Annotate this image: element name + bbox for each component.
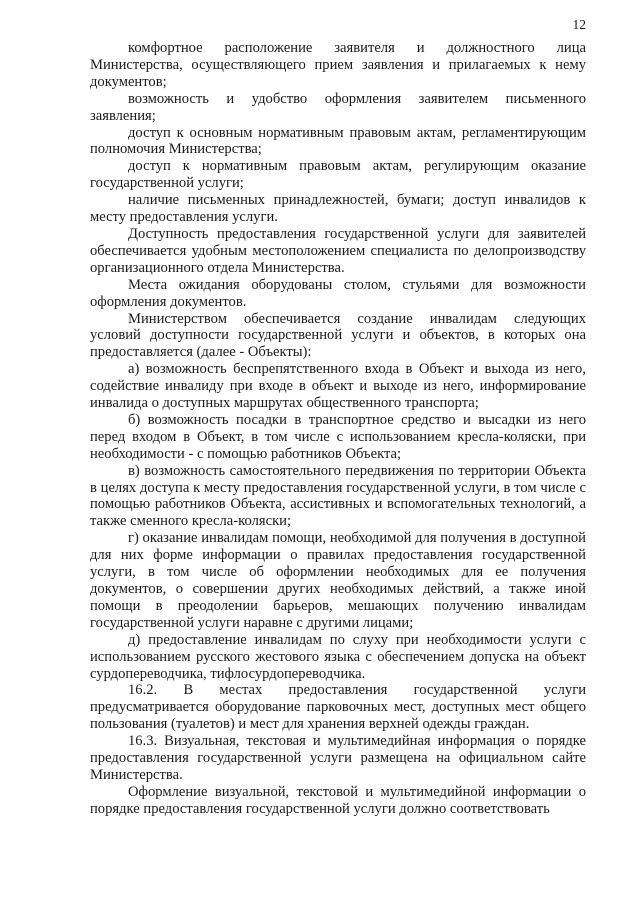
section-16-2: 16.2. В местах предоставления государственной услуги предусматривается оборудование парковочных мест, доступных мест общего пользования (туалетов) и мест для хранения верхней одежды граждан. — [90, 682, 586, 733]
paragraph: доступ к основным нормативным правовым актам, регламентирующим полномочия Министерства; — [90, 124, 586, 158]
list-item-b: б) возможность посадки в транспортное средство и высадки из него перед входом в Объект, в том числе с использованием кресла-коляски, при необходимости - с помощью работников Объекта; — [90, 411, 586, 462]
paragraph: Министерством обеспечивается создание инвалидам следующих условий доступности государственной услуги и объектов, в которых она предоставляется (далее - Объекты): — [90, 310, 586, 361]
document-body — [90, 40, 586, 818]
list-item-a: а) возможность беспрепятственного входа в Объект и выхода из него, содействие инвалиду при входе в объект и выходе из него, информирование инвалида о доступных маршрутах общественного транспорта; — [90, 361, 586, 412]
section-16-3: 16.3. Визуальная, текстовая и мультимедийная информация о порядке предоставления государственной услуги размещена на официальном сайте Министерства. — [90, 733, 586, 783]
paragraph: доступ к нормативным правовым актам, регулирующим оказание государственной услуги; — [90, 158, 586, 192]
paragraph: Оформление визуальной, текстовой и мультимедийной информации о порядке предоставления государственной услуги должно соответствовать — [90, 783, 586, 817]
paragraph: комфортное расположение заявителя и должностного лица Министерства, осуществляющего прием заявления и прилагаемых к нему документов; — [90, 40, 586, 90]
page-number: 12 — [572, 17, 586, 32]
list-item-v: в) возможность самостоятельного передвижения по территории Объекта в целях доступа к месту предоставления государственной услуги, в том числе с помощью работников Объекта, ассистивных и вспомогательных технологий, а также сменного кресла-коляски; — [90, 462, 586, 530]
paragraph: возможность и удобство оформления заявителем письменного заявления; — [90, 90, 586, 124]
paragraph: Доступность предоставления государственной услуги для заявителей обеспечивается удобным местоположением специалиста по делопроизводству организационного отдела Министерства. — [90, 225, 586, 276]
paragraph: Места ожидания оборудованы столом, стульями для возможности оформления документов. — [90, 276, 586, 310]
list-item-g: г) оказание инвалидам помощи, необходимой для получения в доступной для них форме информации о правилах предоставления государственной услуги, в том числе об оформлении необходимых для ее получения документов, о совершении других необходимых действий, а также иной помощи в преодолении барьеров, мешающих получению инвалидам государственной услуги наравне с другими лицами; — [90, 530, 586, 631]
list-item-d: д) предоставление инвалидам по слуху при необходимости услуги с использованием русского жестового языка с обеспечением допуска на объект сурдопереводчика, тифлосурдопереводчика. — [90, 631, 586, 682]
paragraph: наличие письменных принадлежностей, бумаги; доступ инвалидов к месту предоставления услуги. — [90, 192, 586, 226]
